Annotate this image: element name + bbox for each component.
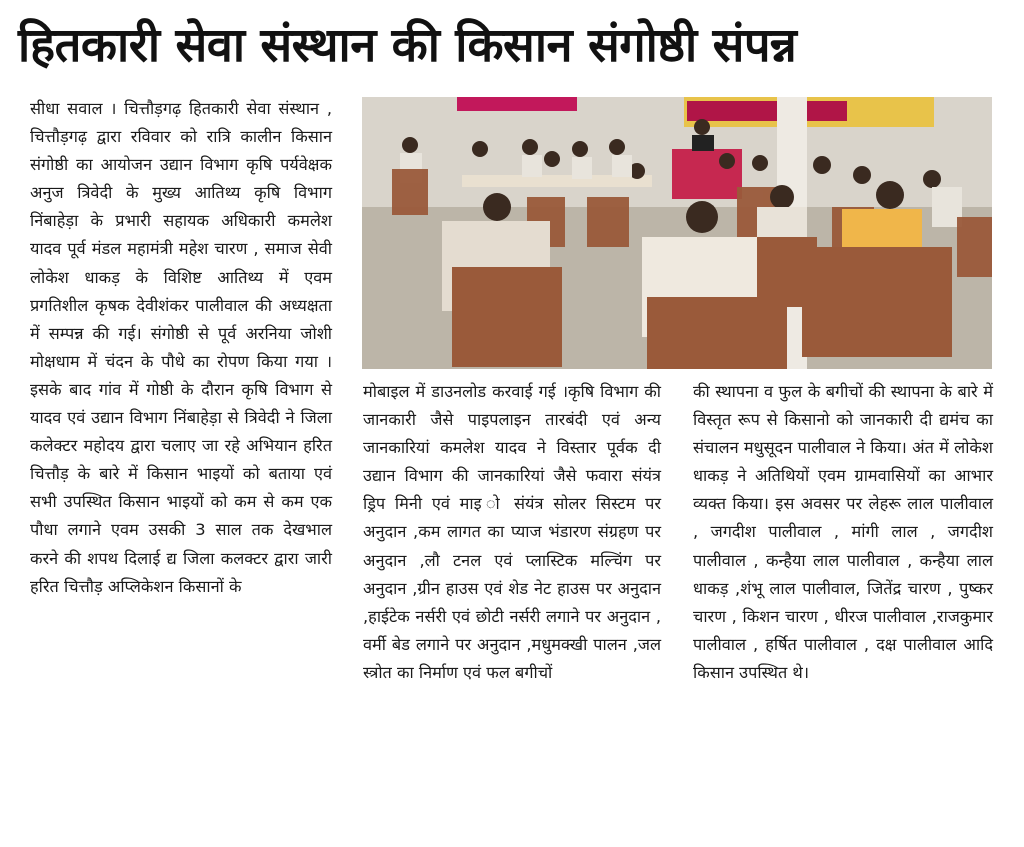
article-column-1: [30, 95, 332, 601]
column-2-text: मोबाइल में डाउनलोड करवाई गई ।कृषि विभाग की जानकारी जैसे पाइपलाइन तारबंदी एवं अन्य जानकारियां कमलेश यादव ने विस्तार पूर्वक दी उद्यान विभाग की जानकारियां जैसे फवारा संयंत्र ड्रिप मिनी एवं माइ ो संयंत्र सोलर सिस्टम पर अनुदान ,कम लागत का प्याज भंडारण संग्रहण पर अनुदान ,लौ टनल एवं प्लास्टिक मल्चिंग पर अनुदान ,ग्रीन हाउस एवं शेड नेट हाउस पर अनुदान ,हाईटेक नर्सरी एवं छोटी नर्सरी लगाने पर अनुदान , वर्मी बेड लगाने पर अनुदान ,मधुमक्खी पालन ,जल स्त्रोत का निर्माण एवं फल बगीचों: [363, 382, 661, 682]
article-column-2: [363, 378, 661, 687]
photo-chair-front-center: [647, 297, 787, 369]
column-1-text: सीधा सवाल । चित्तौड़गढ़ हितकारी सेवा संस्थान , चित्तौड़गढ़ द्वारा रविवार को रात्रि कालीन किसान संगोष्ठी का आयोजन उद्यान विभाग कृषि पर्यवेक्षक अनुज त्रिवेदी के मुख्य आतिथ्य कृषि विभाग निंबाहेड़ा के प्रभारी सहायक अधिकारी कमलेश यादव पूर्व मंडल महामंत्री महेश चारण , समाज सेवी लोकेश धाकड़ के विशिष्ट आतिथ्य में एवम प्रगतिशील कृषक देवीशंकर पालीवाल की अध्यक्षता में सम्पन्न की गई। संगोष्ठी से पूर्व अरनिया जोशी मोक्षधाम में चंदन के पौधे का रोपण किया गया । इसके बाद गांव में गोष्ठी के दौरान कृषि विभाग से यादव एवं उद्यान विभाग निंबाहेड़ा से त्रिवेदी ने जिला कलेक्टर महोदय द्वारा चलाए जा रहे अभियान हरित चित्तौड़ के बारे में किसान भाइयों को बताया एवं सभी उपस्थित किसान भाइयों को कम से कम एक पौधा लगाने एवम उसकी 3 साल तक देखभाल करने की शपथ दिलाई द्य जिला कलक्टर द्वारा जारी हरित चित्तौड़ अप्लिकेशन किसानों के: [30, 99, 332, 596]
article-photo: [362, 97, 992, 369]
photo-banner-left: [457, 97, 577, 111]
farmers-meeting-photo: [362, 97, 992, 369]
photo-chair-front-right: [802, 247, 952, 357]
column-3-text: की स्थापना व फुल के बगीचों की स्थापना के बारे में विस्तृत रूप से किसानो को जानकारी दी द्यमंच का संचालन मधुसूदन पालीवाल ने किया। अंत में लोकेश धाकड़ ने अतिथियों एवम ग्रामवासियों का आभार व्यक्त किया। इस अवसर पर लेहरू लाल पालीवाल , जगदीश पालीवाल , मांगी लाल , जगदीश पालीवाल , कन्हैया लाल पालीवाल , कन्हैया लाल धाकड़ ,शंभू लाल पालीवाल, जितेंद्र चारण , पुष्कर चारण , किशन चारण , धीरज पालीवाल ,राजकुमार पालीवाल , हर्षित पालीवाल , दक्ष पालीवाल आदि किसान उपस्थित थे।: [693, 382, 993, 682]
headline: हितकारी सेवा संस्थान की किसान संगोष्ठी संपन्न: [18, 18, 797, 73]
photo-chair-front-left: [452, 267, 562, 367]
article-column-3: [693, 378, 993, 687]
photo-banner-text-block: [687, 101, 847, 121]
